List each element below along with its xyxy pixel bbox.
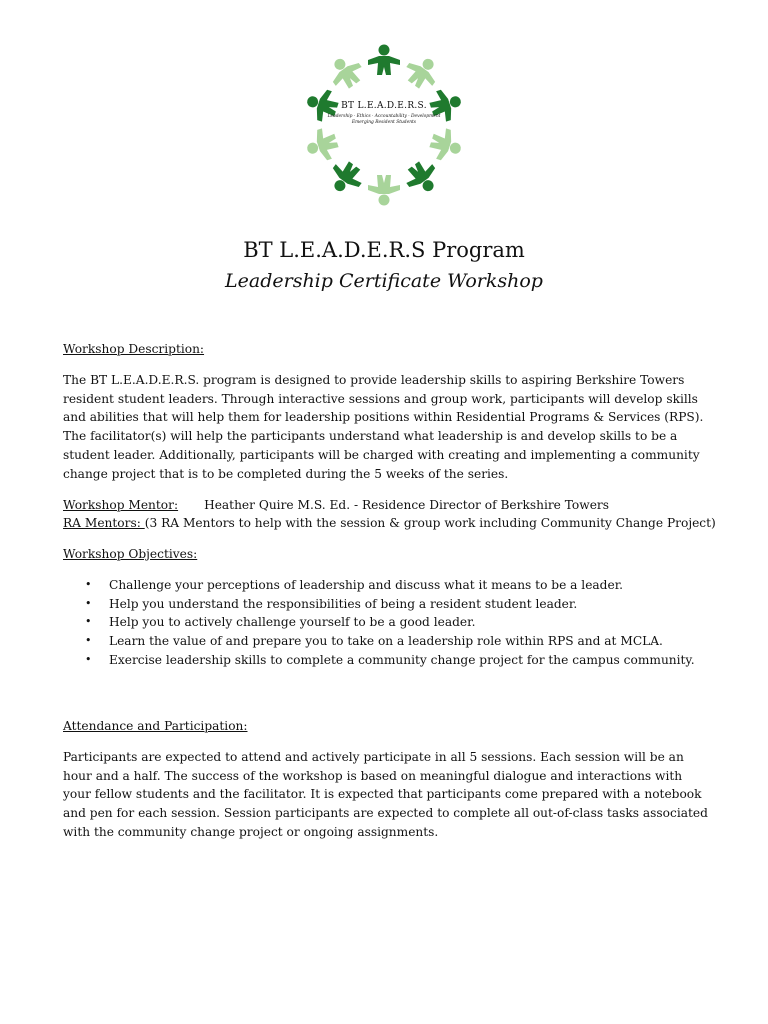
objectives-heading: Workshop Objectives: <box>63 547 198 561</box>
attendance-body: Participants are expected to attend and actively participate in all 5 sessions. Each session will be an hour and a half. The success of the workshop is based on meaningful dialogue and interactions with your fellow students and the facilitator. It is expected that participants come prepared with a notebook and pen for each session. Session participants are expected to complete all out-of-class tasks associated with the community change project or ongoing assignments. <box>63 750 708 839</box>
ra-mentors-label: RA Mentors: <box>63 516 145 530</box>
workshop-mentor-value: Heather Quire M.S. Ed. - Residence Director of Berkshire Towers <box>204 498 609 512</box>
list-item <box>63 595 713 614</box>
workshop-mentor-row <box>63 496 723 515</box>
bullet-icon: • <box>85 634 92 648</box>
page-subtitle: Leadership Certificate Workshop <box>225 270 543 292</box>
workshop-mentor-label: Workshop Mentor: <box>63 498 179 512</box>
bt-leaders-logo <box>298 40 470 210</box>
person-figure-icon <box>368 175 400 206</box>
person-figure-icon <box>400 156 444 199</box>
bullet-icon: • <box>85 652 92 666</box>
attendance-heading: Attendance and Participation: <box>63 719 248 733</box>
person-figure-icon <box>324 156 368 199</box>
objective-text: Challenge your perceptions of leadership and discuss what it means to be a leader. <box>109 578 624 592</box>
bullet-icon: • <box>85 615 92 629</box>
person-figure-icon <box>368 45 400 76</box>
logo-tagline: Leadership · Ethics · Accountability · Development <box>327 114 441 119</box>
bullet-icon: • <box>85 596 92 610</box>
objective-text: Learn the value of and prepare you to take on a leadership role within RPS and at MCLA. <box>109 634 663 649</box>
objectives-list <box>63 576 713 670</box>
objective-text: Help you understand the responsibilities of being a resident student leader. <box>109 596 578 611</box>
description-heading: Workshop Description: <box>63 342 205 356</box>
description-body: The BT L.E.A.D.E.R.S. program is designed to provide leadership skills to aspiring Berkshire Towers resident student leaders. Through interactive sessions and group work, participants will develop skills and abilities that will help them for leadership positions within Residential Programs & Services (RPS). The facilitator(s) will help the participants understand what leadership is and develop skills to be a student leader. Additionally, participants will be charged with creating and implementing a community change project that is to be completed during the 5 weeks of the series. <box>63 373 704 481</box>
list-item <box>63 613 713 632</box>
logo-name: BT L.E.A.D.E.R.S. <box>341 101 427 111</box>
list-item <box>63 576 713 595</box>
list-item <box>63 632 713 651</box>
bullet-icon: • <box>85 578 92 591</box>
person-figure-icon <box>324 50 368 93</box>
logo-text <box>298 102 470 126</box>
ra-mentors-value: (3 RA Mentors to help with the session & group work including Community Change Project) <box>144 516 716 530</box>
objective-text: Help you to actively challenge yourself to be a good leader. <box>109 615 476 630</box>
person-figure-icon <box>400 50 444 93</box>
objective-text: Exercise leadership skills to complete a community change project for the campus community. <box>109 652 695 667</box>
list-item <box>63 651 713 670</box>
person-figure-icon <box>302 125 341 165</box>
page-title: BT L.E.A.D.E.R.S Program <box>243 238 525 262</box>
person-figure-icon <box>427 125 466 165</box>
logo-tagline-2: Emerging Resident Students <box>351 120 417 126</box>
ra-mentors-row <box>63 514 723 533</box>
